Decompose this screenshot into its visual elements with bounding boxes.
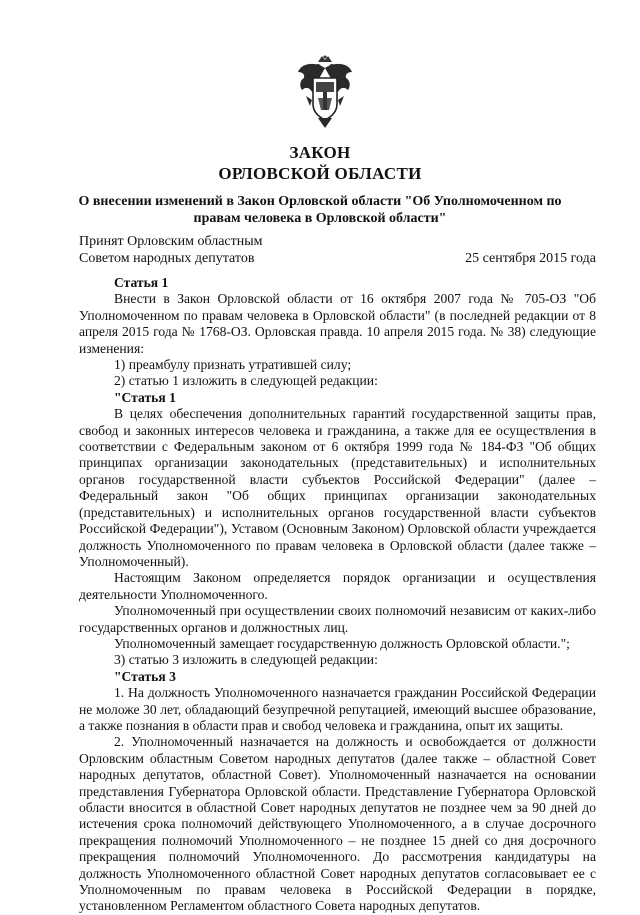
region-title: ОРЛОВСКОЙ ОБЛАСТИ [218,164,422,183]
quoted-article-1-heading: "Статья 1 [114,389,176,405]
paragraph: Уполномоченный замещает государственную должность Орловской области."; [114,635,570,651]
adopted-by-line1: Принят Орловским областным [79,234,263,249]
paragraph: В целях обеспечения дополнительных гарантий государственной защиты прав, свобод и законных интересов человека и гражданина, а также для ее осуществления в соответствии с Федеральным законом от 6 октября 1999 года № 184-ФЗ "Об общих принципах организации законодательных (представительных) и исполнительных органов государственной власти субъектов Российской Федерации" (далее – Федеральный закон "Об общих принципах организации законодательных (представительных) и исполнительных органов государственной власти субъектов Российской Федерации"), Уставом (Основным Законом) Орловской области учреждается должность Уполномоченного по правам человека в Орловской области (далее также – Уполномоченный). [79,406,596,569]
list-item: 3) статью 3 изложить в следующей редакции: [114,652,378,668]
paragraph: Настоящим Законом определяется порядок организации и осуществления деятельности Уполномоченного. [79,570,596,602]
paragraph: Внести в Закон Орловской области от 16 октября 2007 года № 705-ОЗ "Об Уполномоченном по правам человека в Орловской области" (в последней редакции от 8 апреля 2015 года № 1768-ОЗ. Орловская правда. 10 апреля 2015 года. № 38) следующие изменения: [79,291,596,356]
list-item: 2) статью 1 изложить в следующей редакции: [114,373,378,389]
article-1-heading: Статья 1 [114,275,169,290]
list-item: 1) преамбулу признать утратившей силу; [114,357,352,373]
paragraph: Уполномоченный при осуществлении своих полномочий независим от каких-либо государственных органов и должностных лиц. [79,603,596,635]
law-subtitle: О внесении изменений в Закон Орловской области "Об Уполномоченном по правам человека в Орловской области" [78,194,562,226]
law-body [79,275,596,915]
quoted-article-3-heading: "Статья 3 [114,668,176,684]
paragraph: 1. На должность Уполномоченного назначается гражданин Российской Федерации не моложе 30 лет, обладающий безупречной репутацией, имеющий высшее образование, а также познания в области прав и свобод человека и гражданина, опыт их защиты. [79,685,596,733]
law-title: ЗАКОН [289,143,351,162]
coat-of-arms-icon [296,54,354,129]
paragraph: 2. Уполномоченный назначается на должность и освобождается от должности Орловским областным Советом народных депутатов (далее также – областной Совет народных депутатов, областной Совет). Уполномоченный назначается на основании представления Губернатора Орловской области. Представление Губернатора Орловской области вносится в областной Совет народных депутатов не позднее чем за 90 дней до истечения срока полномочий действующего Уполномоченного, а в случае досрочного прекращения полномочий Уполномоченного – не позднее 15 дней со дня досрочного прекращения полномочий Уполномоченного. До рассмотрения кандидатуры на должность Уполномоченного областной Совет народных депутатов согласовывает ее с Уполномоченным по правам человека в Российской Федерации в порядке, установленном Регламентом областного Совета народных депутатов. [79,734,596,914]
adoption-date: 25 сентября 2015 года [465,251,596,266]
adopted-by-line2: Советом народных депутатов [79,251,255,266]
